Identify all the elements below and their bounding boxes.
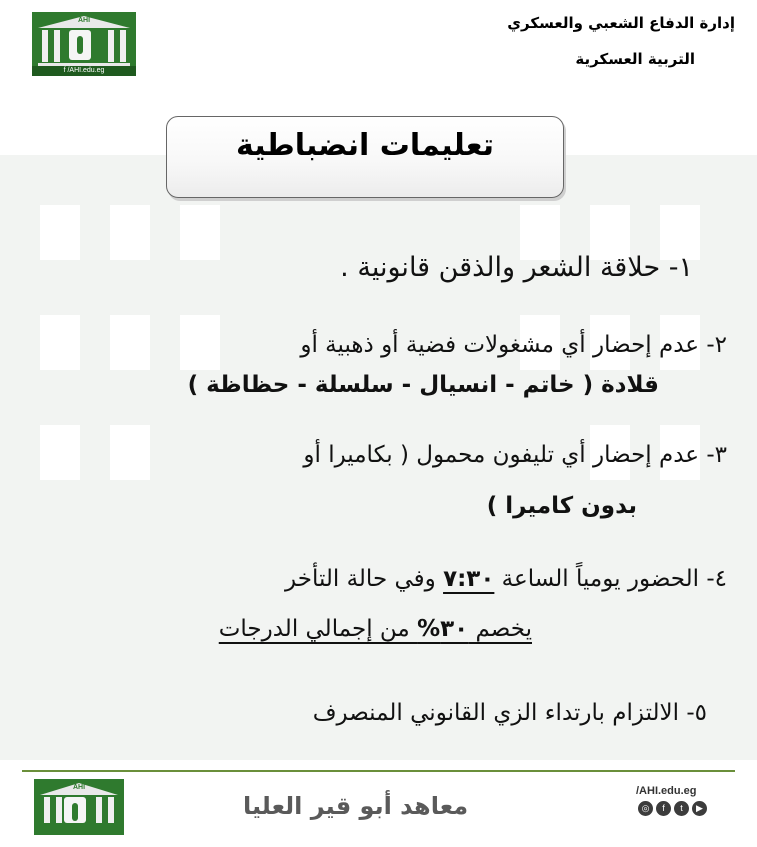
- list-item-2-line-2: قلادة ( خاتم - انسيال - سلسلة - حظاظة ): [187, 372, 659, 398]
- list-item-2-line-1: ٢- عدم إحضار أي مشغولات فضية أو ذهبية أو: [300, 332, 727, 358]
- list-item-5: ٥- الالتزام بارتداء الزي القانوني المنصرف: [312, 700, 707, 726]
- footer-website: /AHI.edu.eg: [636, 785, 697, 797]
- facebook-icon[interactable]: f: [656, 801, 671, 816]
- page-title: تعليمات انضباطية: [236, 128, 494, 163]
- institute-logo: [28, 8, 140, 80]
- ibis-emblem-icon: [69, 30, 91, 60]
- org-line-2: التربية العسكرية: [575, 50, 695, 68]
- logo-text: AHI: [77, 17, 91, 24]
- institute-name: معاهد أبو قير العليا: [243, 792, 469, 820]
- org-line-1: إدارة الدفاع الشعبي والعسكري: [507, 14, 735, 32]
- list-item-3-line-2: بدون كاميرا ): [486, 493, 637, 519]
- list-item-4-line-1: [285, 566, 727, 592]
- twitter-icon[interactable]: t: [674, 801, 689, 816]
- attendance-time: ٧:٣٠: [443, 566, 495, 592]
- item-text: يخصم: [468, 616, 532, 642]
- logo-site: f /AHI.edu.eg: [32, 66, 136, 76]
- youtube-icon[interactable]: ▶: [692, 801, 707, 816]
- footer-divider: [22, 770, 735, 772]
- instagram-icon[interactable]: ◎: [638, 801, 653, 816]
- item-text: حلاقة الشعر والذقن قانونية .: [340, 252, 661, 283]
- ibis-emblem-icon: [64, 797, 86, 823]
- footer-logo: [30, 775, 128, 839]
- list-item-3-line-1: ٣- عدم إحضار أي تليفون محمول ( بكاميرا أو: [303, 442, 727, 468]
- list-item-1: [340, 252, 693, 283]
- list-item-4-line-2: [219, 616, 532, 642]
- item-text: وفي حالة التأخر: [285, 566, 444, 592]
- deduction-percent: ٣٠%: [417, 616, 469, 642]
- logo-text: AHI: [72, 784, 86, 791]
- item-text: من إجمالي الدرجات: [218, 616, 418, 642]
- item-number: ١-: [668, 252, 693, 283]
- item-text: ٤- الحضور يومياً الساعة: [494, 566, 727, 592]
